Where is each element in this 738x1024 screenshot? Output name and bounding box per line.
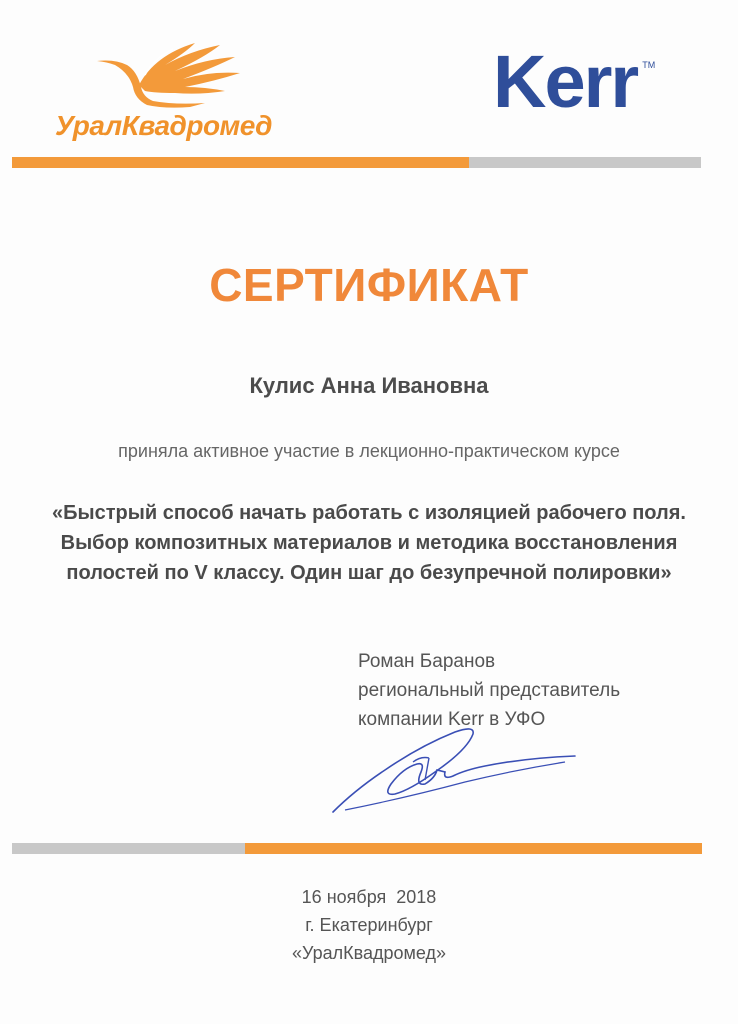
- issue-date: 16 ноября 2018: [301, 887, 437, 907]
- course-line: полостей по V классу. Один шаг до безупречной полировки»: [66, 562, 672, 584]
- signature: [325, 720, 585, 820]
- top-stripe-gray: [469, 157, 701, 168]
- uralkvadromed-logo: [50, 35, 280, 140]
- participation-text: приняла активное участие в лекционно-практическом курсе: [118, 441, 620, 461]
- top-stripe-orange: [12, 157, 469, 168]
- signer-name: Роман Баранов: [358, 651, 496, 672]
- course-line: Выбор композитных материалов и методика восстановления: [60, 532, 678, 554]
- trademark-mark: TM: [642, 60, 656, 70]
- recipient-name: Кулис Анна Ивановна: [249, 373, 489, 398]
- kerr-logo: [493, 40, 656, 123]
- bottom-stripe-gray: [12, 843, 245, 854]
- issuing-organization: «УралКвадромед»: [291, 943, 447, 963]
- kerr-wordmark: Kerr: [493, 40, 638, 123]
- footer-block: [0, 883, 738, 967]
- certificate-title: СЕРТИФИКАТ: [209, 259, 529, 311]
- heron-icon: [95, 35, 260, 113]
- signer-company: компании Kerr в УФО: [358, 709, 546, 730]
- course-line: «Быстрый способ начать работать с изоляцией рабочего поля.: [52, 502, 686, 524]
- course-title: [0, 498, 738, 588]
- issue-city: г. Екатеринбург: [305, 915, 433, 935]
- bottom-stripe-orange: [245, 843, 702, 854]
- uralkvadromed-wordmark: УралКвадромед: [55, 110, 272, 141]
- signer-position: региональный представитель: [358, 680, 621, 701]
